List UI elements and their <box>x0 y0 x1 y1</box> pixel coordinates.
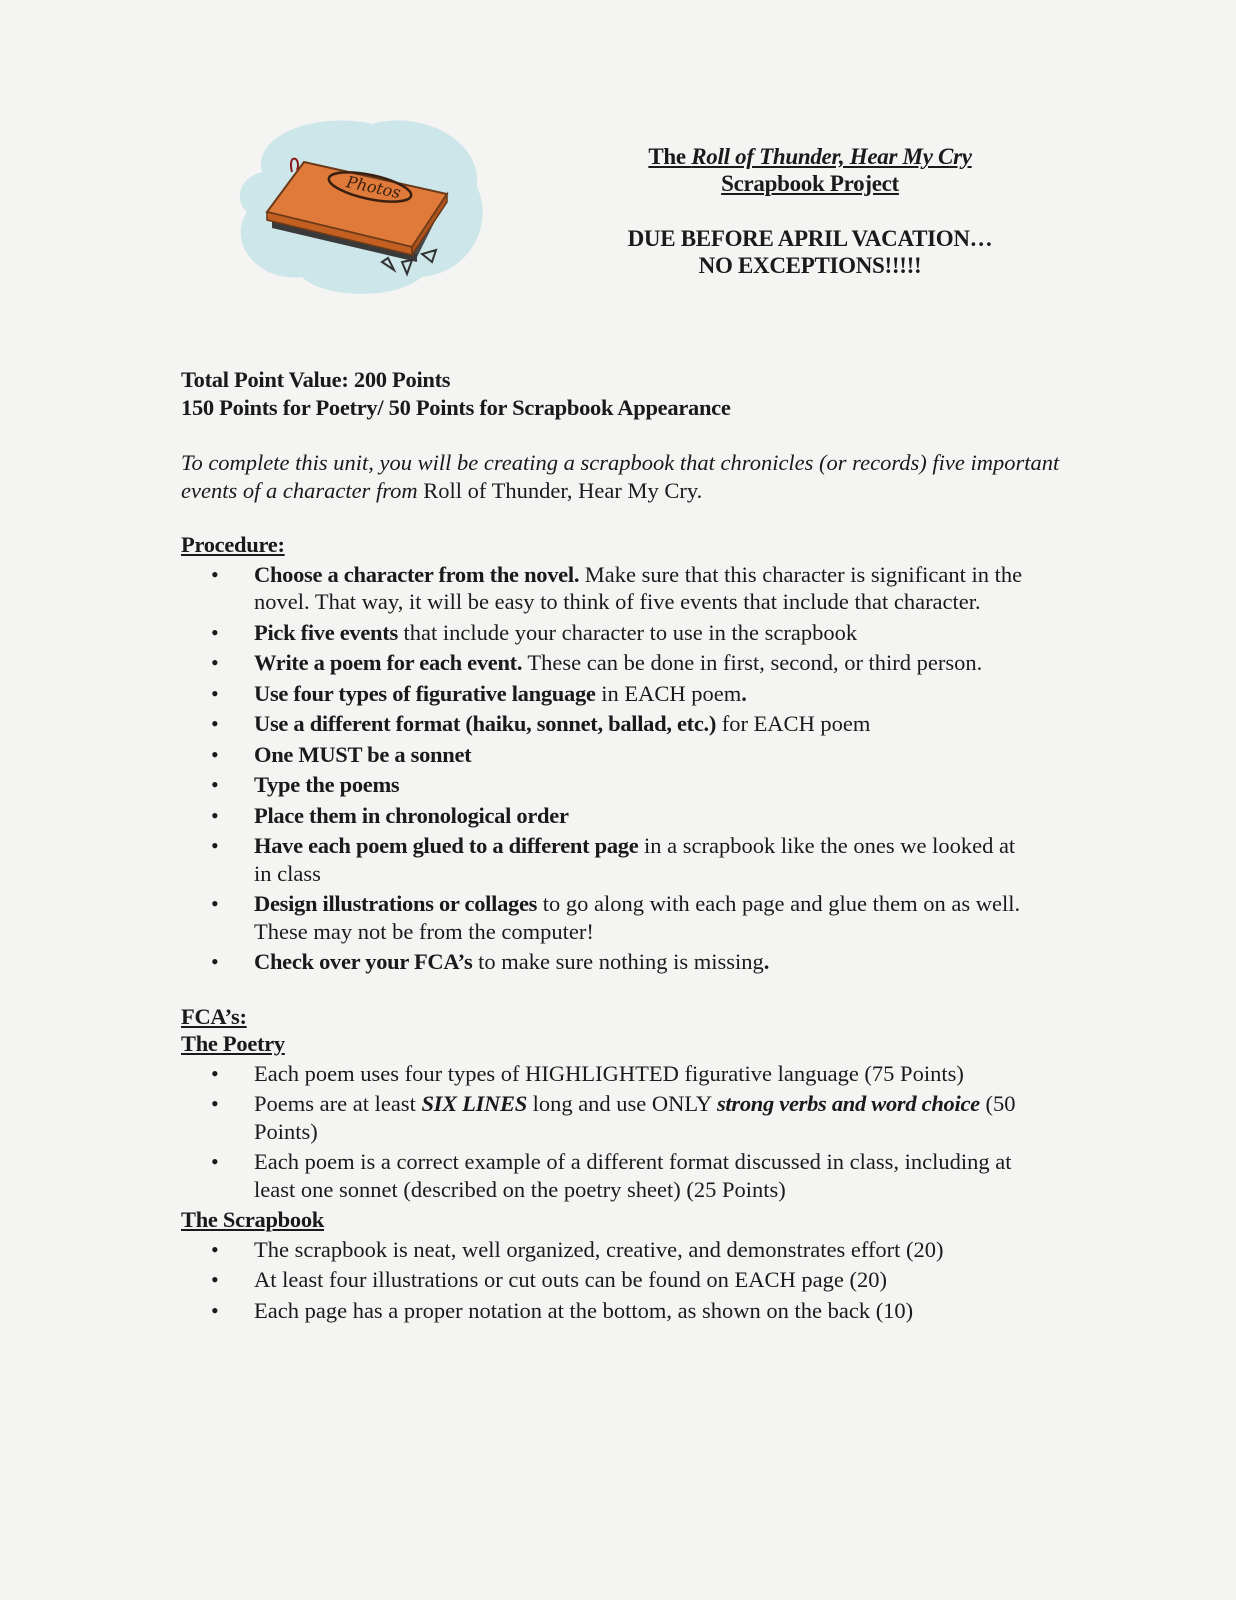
list-item: • Pick five events that include your character to use in the scrapbook <box>181 619 1034 647</box>
poetry-list <box>181 1060 1081 1204</box>
project-subtitle: Scrapbook Project <box>721 171 899 196</box>
list-item: • Type the poems <box>181 771 1034 799</box>
list-item: • Use a different format (haiku, sonnet, ballad, etc.) for EACH poem <box>181 710 1034 738</box>
list-item: • Each poem is a correct example of a different format discussed in class, including at least one sonnet (described on the poetry sheet) (25 Points) <box>181 1148 1034 1203</box>
list-item: • Use four types of figurative language in EACH poem. <box>181 680 1034 708</box>
project-title: The Roll of Thunder, Hear My Cry <box>648 144 972 169</box>
due-date-line2: NO EXCEPTIONS!!!!! <box>698 253 922 278</box>
scrapbook-list <box>181 1236 1081 1325</box>
poetry-heading: The Poetry <box>181 1031 285 1056</box>
due-date-line1: DUE BEFORE APRIL VACATION… <box>627 226 993 251</box>
list-item: • Design illustrations or collages to go along with each page and glue them on as well. These may not be from the computer! <box>181 890 1034 945</box>
list-item: • Each page has a proper notation at the bottom, as shown on the back (10) <box>181 1297 1034 1325</box>
intro-paragraph: To complete this unit, you will be creating a scrapbook that chronicles (or records) five important events of a character from Roll of Thunder, Hear My Cry. <box>181 450 1060 503</box>
list-item: • One MUST be a sonnet <box>181 741 1034 769</box>
fca-heading: FCA’s: <box>181 1003 247 1029</box>
list-item: • Place them in chronological order <box>181 802 1034 830</box>
scrapbook-heading: The Scrapbook <box>181 1207 325 1232</box>
procedure-heading: Procedure: <box>181 532 285 557</box>
photo-album-icon <box>232 112 492 302</box>
list-item: • At least four illustrations or cut outs can be found on EACH page (20) <box>181 1266 1034 1294</box>
list-item: • Check over your FCA’s to make sure nothing is missing. <box>181 948 1034 976</box>
list-item: • The scrapbook is neat, well organized, creative, and demonstrates effort (20) <box>181 1236 1034 1264</box>
document-body <box>181 366 1081 1327</box>
list-item: • Write a poem for each event. These can be done in first, second, or third person. <box>181 649 1034 677</box>
album-label: Photos <box>344 172 403 203</box>
list-item: • Choose a character from the novel. Make sure that this character is significant in the novel. That way, it will be easy to think of five events that include that character. <box>181 561 1034 616</box>
list-item: • Each poem uses four types of HIGHLIGHTED figurative language (75 Points) <box>181 1060 1034 1088</box>
list-item: • Poems are at least SIX LINES long and use ONLY strong verbs and word choice (50 Points) <box>181 1090 1034 1145</box>
total-points: Total Point Value: 200 Points <box>181 367 451 392</box>
list-item: • Have each poem glued to a different page in a scrapbook like the ones we looked at in class <box>181 832 1034 887</box>
book-title: Roll of Thunder, Hear My Cry <box>691 144 972 169</box>
document-header <box>560 143 1060 279</box>
procedure-list <box>181 561 1081 976</box>
points-breakdown: 150 Points for Poetry/ 50 Points for Scrapbook Appearance <box>181 394 731 420</box>
